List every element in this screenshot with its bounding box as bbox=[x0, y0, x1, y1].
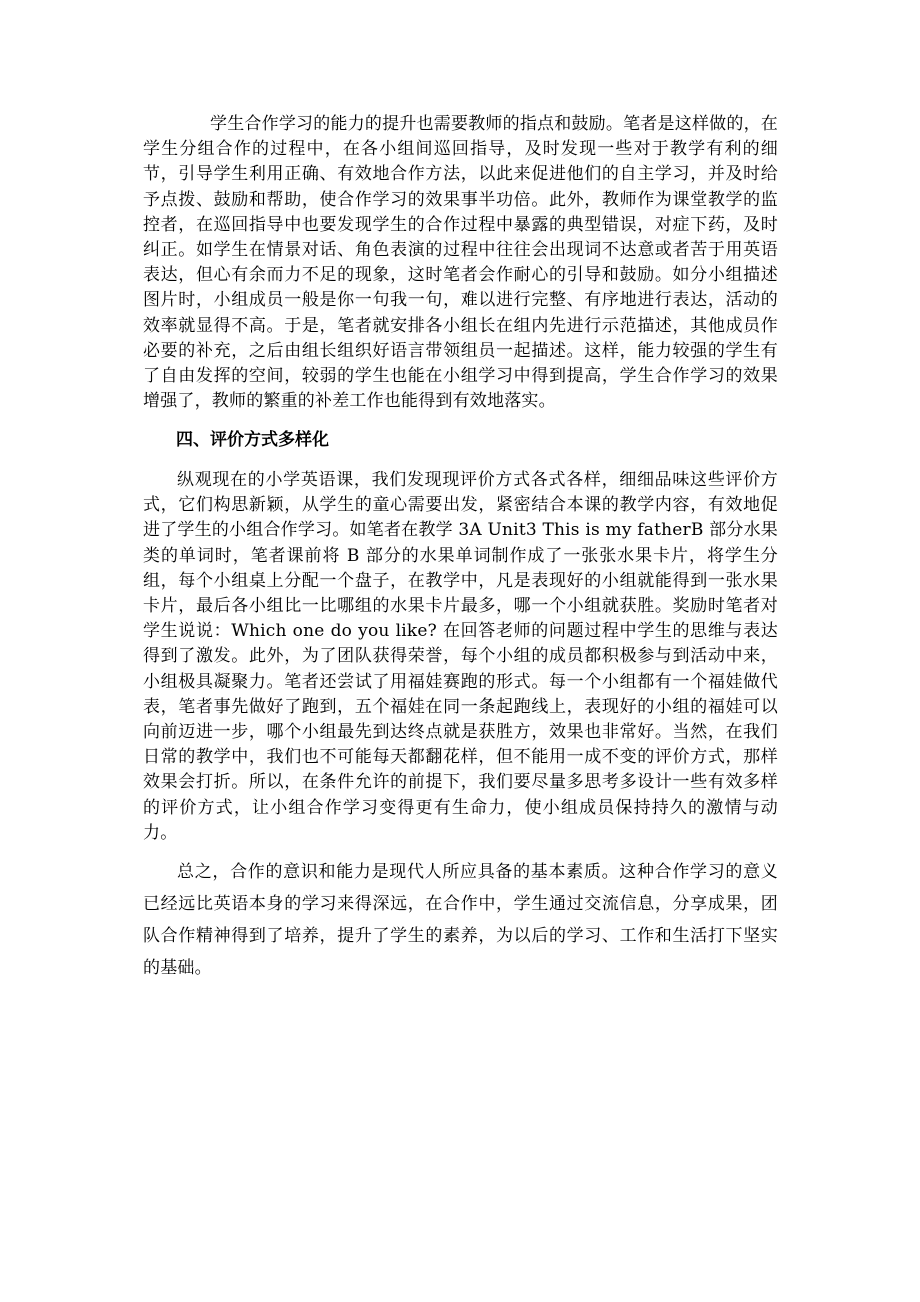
section-heading-evaluation: 四、评价方式多样化 bbox=[176, 430, 329, 450]
paragraph-evaluation-methods: 纵观现在的小学英语课，我们发现现评价方式各式各样，细细品味这些评价方式，它们构思新颖，从学生的童心需要出发，紧密结合本课的教学内容，有效地促进了学生的小组合作学习。如笔者在教学 3A Unit3 This is my fatherB 部分水果类的单词时，笔者课前将 B 部分的水果单词制作成了一张张水果卡片，将学生分组，每个小组桌上分配一个盘子，在教学中，凡是表现好的小组就能得到一张水果卡片，最后各小组比一比哪组的水果卡片最多，哪一个小组就获胜。奖励时笔者对学生说说：Which one do you like? 在回答老师的问题过程中学生的思维与表达得到了激发。此外，为了团队获得荣誉，每个小组的成员都积极参与到活动中来，小组极具凝聚力。笔者还尝试了用福娃赛跑的形式。每一个小组都有一个福娃做代表，笔者事先做好了跑到，五个福娃在同一条起跑线上，表现好的小组的福娃可以向前迈进一步，哪个小组最先到达终点就是获胜方，效果也非常好。当然，在我们日常的教学中，我们也不可能每天都翻花样，但不能用一成不变的评价方式，那样效果会打折。所以，在条件允许的前提下，我们要尽量多思考多设计一些有效多样的评价方式，让小组合作学习变得更有生命力，使小组成员保持持久的激情与动力。 bbox=[143, 470, 778, 843]
paragraph-conclusion: 总之，合作的意识和能力是现代人所应具备的基本素质。这种合作学习的意义已经远比英语本身的学习来得深远，在合作中，学生通过交流信息，分享成果，团队合作精神得到了培养，提升了学生的素养，为以后的学习、工作和生活打下坚实的基础。 bbox=[143, 862, 778, 978]
paragraph-teacher-guidance: 学生合作学习的能力的提升也需要教师的指点和鼓励。笔者是这样做的，在学生分组合作的过程中，在各小组间巡回指导，及时发现一些对于教学有利的细节，引导学生利用正确、有效地合作方法，以此来促进他们的自主学习，并及时给予点拨、鼓励和帮助，使合作学习的效果事半功倍。此外，教师作为课堂教学的监控者，在巡回指导中也要发现学生的合作过程中暴露的典型错误，对症下药，及时纠正。如学生在情景对话、角色表演的过程中往往会出现词不达意或者苦于用英语表达，但心有余而力不足的现象，这时笔者会作耐心的引导和鼓励。如分小组描述图片时，小组成员一般是你一句我一句，难以进行完整、有序地进行表达，活动的效率就显得不高。于是，笔者就安排各小组长在组内先进行示范描述，其他成员作必要的补充，之后由组长组织好语言带领组员一起描述。这样，能力较强的学生有了自由发挥的空间，较弱的学生也能在小组学习中得到提高，学生合作学习的效果增强了，教师的繁重的补差工作也能得到有效地落实。 bbox=[143, 114, 778, 412]
